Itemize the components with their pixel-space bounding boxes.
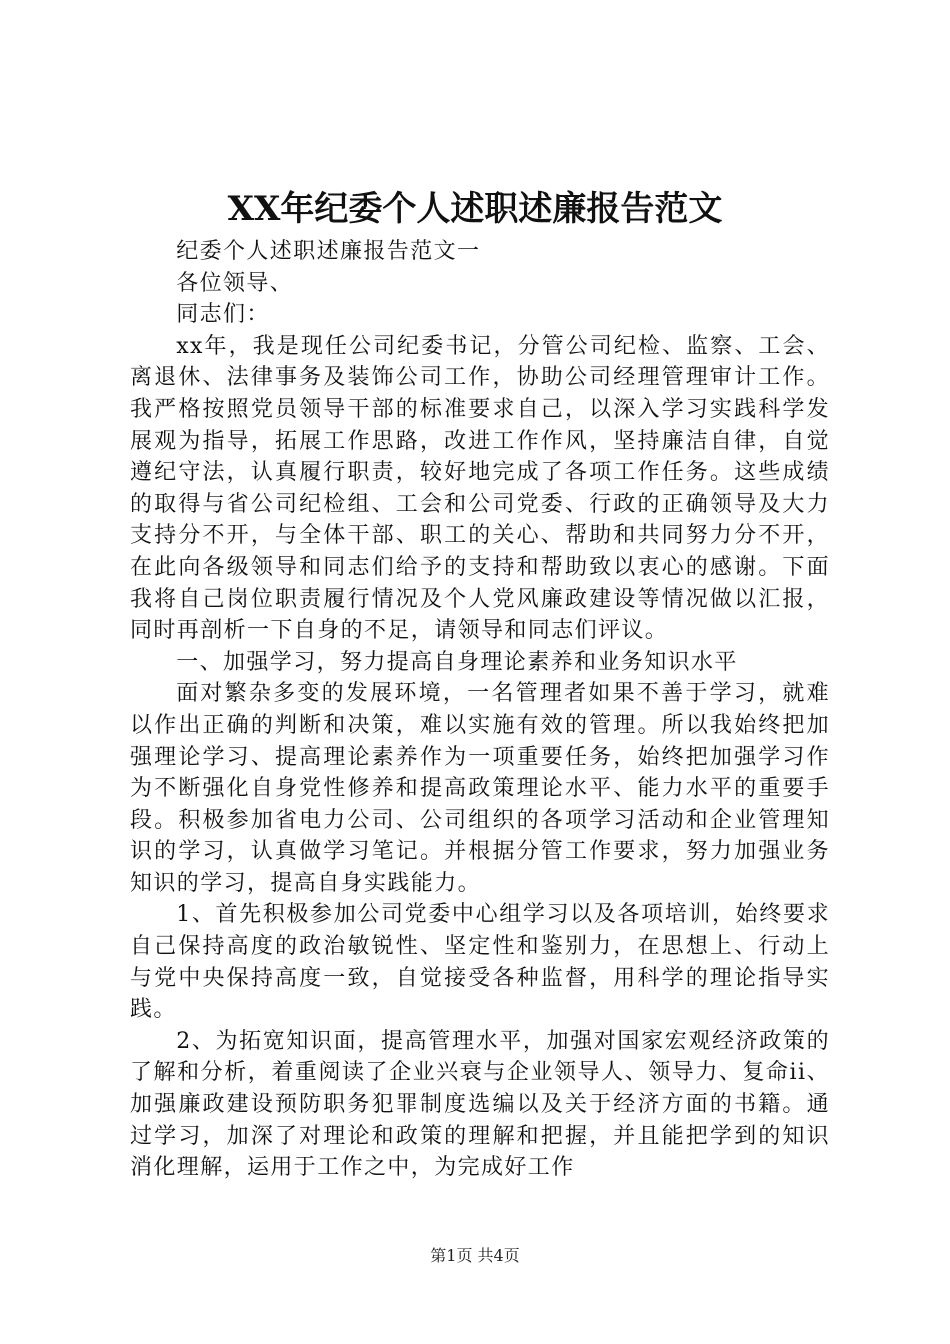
page-number: 第1页 共4页 bbox=[430, 1246, 520, 1265]
subtitle-paragraph: 纪委个人述职述廉报告范文一 bbox=[176, 239, 481, 264]
intro-paragraph: xx年，我是现任公司纪委书记，分管公司纪检、监察、工会、离退休、法律事务及装饰公司工作，协助公司经理管理审计工作。我严格按照党员领导干部的标准要求自己，以深入学习实践科学发展观为指导，拓展工作思路，改进工作作风，坚持廉洁自律，自觉遵纪守法，认真履行职责，较好地完成了各项工作任务。这些成绩的取得与省公司纪检组、工会和公司党委、行政的正确领导及大力支持分不开，与全体干部、职工的关心、帮助和共同努力分不开，在此向各级领导和同志们给予的支持和帮助致以衷心的感谢。下面我将自己岗位职责履行情况及个人党风廉政建设等情况做以汇报，同时再剖析一下自身的不足，请领导和同志们评议。 bbox=[130, 333, 830, 644]
salutation-line-2: 同志们： bbox=[176, 302, 270, 328]
salutation-line-1: 各位领导、 bbox=[176, 270, 294, 296]
section-1-paragraph: 面对繁杂多变的发展环境，一名管理者如果不善于学习，就难以作出正确的判断和决策，难以实施有效的管理。所以我始终把加强理论学习、提高理论素养作为一项重要任务，始终把加强学习作为不断强化自身党性修养和提高政策理论水平、能力水平的重要手段。积极参加省电力公司、公司组织的各项学习活动和企业管理知识的学习，认真做学习笔记。并根据分管工作要求，努力加强业务知识的学习，提高自身实践能力。 bbox=[130, 681, 830, 896]
document-body bbox=[130, 236, 830, 1184]
section-heading-1: 一、加强学习，努力提高自身理论素养和业务知识水平 bbox=[176, 649, 738, 675]
item-2-paragraph: 2、为拓宽知识面，提高管理水平，加强对国家宏观经济政策的了解和分析，着重阅读了企业兴衰与企业领导人、领导力、复命ii、加强廉政建设预防职务犯罪制度选编以及关于经济方面的书籍。通过学习，加深了对理论和政策的理解和把握，并且能把学到的知识消化理解，运用于工作之中，为完成好工作 bbox=[130, 1028, 830, 1181]
item-1-paragraph: 1、首先积极参加公司党委中心组学习以及各项培训，始终要求自己保持高度的政治敏锐性、坚定性和鉴别力，在思想上、行动上与党中央保持高度一致，自觉接受各种监督，用科学的理论指导实践。 bbox=[130, 902, 830, 1023]
document-title: XX年纪委个人述职述廉报告范文 bbox=[227, 189, 723, 229]
